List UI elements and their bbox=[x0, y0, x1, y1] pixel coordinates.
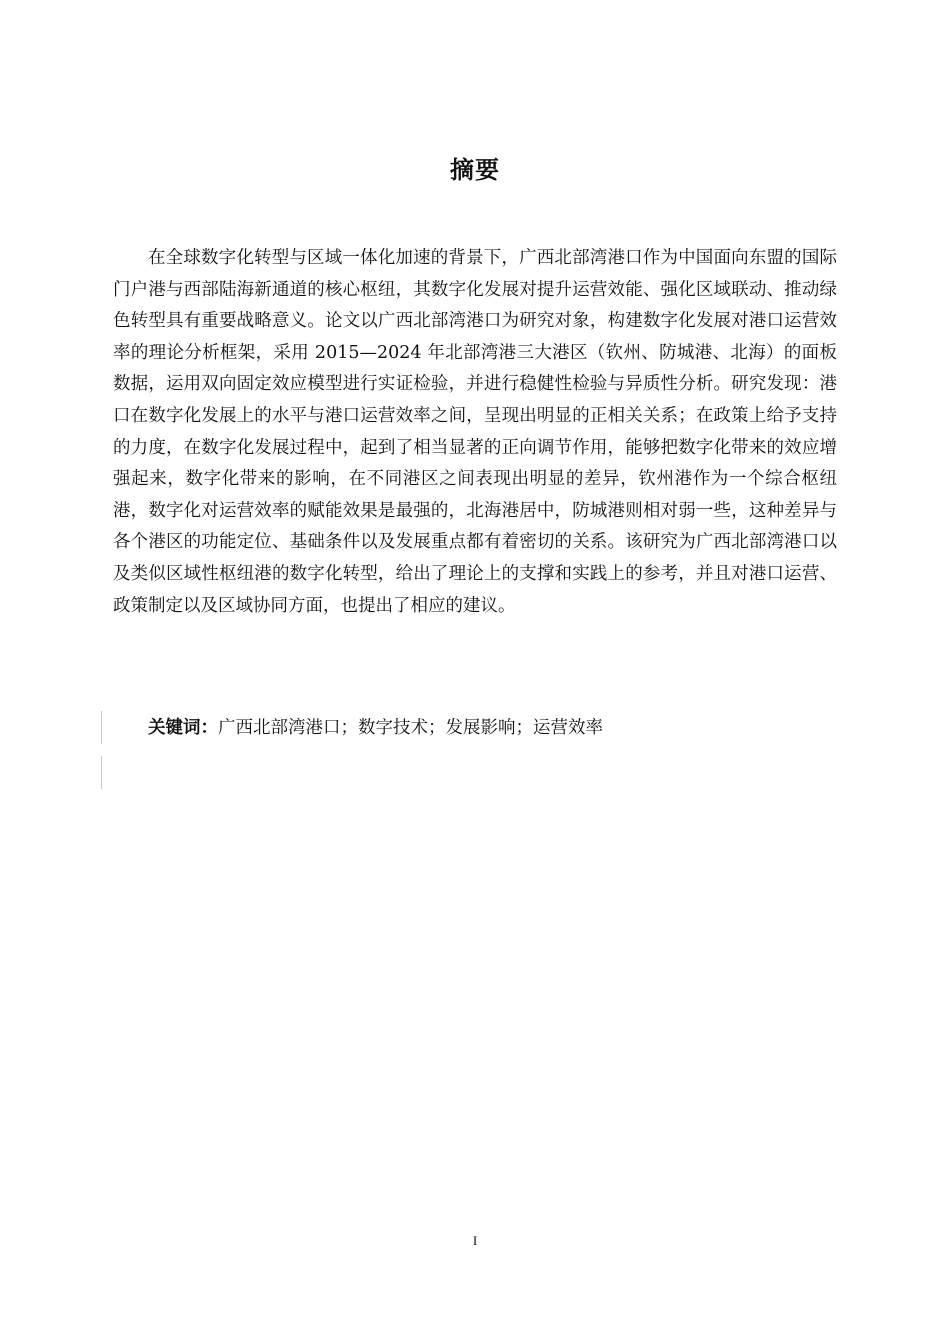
abstract-paragraph: 在全球数字化转型与区域一体化加速的背景下，广西北部湾港口作为中国面向东盟的国际门户港与西部陆海新通道的核心枢纽，其数字化发展对提升运营效能、强化区域联动、推动绿色转型具有重要战略意义。论文以广西北部湾港口为研究对象，构建数字化发展对港口运营效率的理论分析框架，采用 2015—2024 年北部湾港三大港区（钦州、防城港、北海）的面板数据，运用双向固定效应模型进行实证检验，并进行稳健性检验与异质性分析。研究发现：港口在数字化发展上的水平与港口运营效率之间，呈现出明显的正相关关系；在政策上给予支持的力度，在数字化发展过程中，起到了相当显著的正向调节作用，能够把数字化带来的效应增强起来，数字化带来的影响，在不同港区之间表现出明显的差异，钦州港作为一个综合枢纽港，数字化对运营效率的赋能效果是最强的，北海港居中，防城港则相对弱一些，这种差异与各个港区的功能定位、基础条件以及发展重点都有着密切的关系。该研究为广西北部湾港口以及类似区域性枢纽港的数字化转型，给出了理论上的支撑和实践上的参考，并且对港口运营、政策制定以及区域协同方面，也提出了相应的建议。 bbox=[113, 248, 837, 616]
keywords-line bbox=[148, 715, 603, 741]
margin-marker-line bbox=[101, 756, 102, 789]
page-number: I bbox=[472, 1233, 478, 1248]
keywords-value: 广西北部湾港口；数字技术；发展影响；运营效率 bbox=[218, 718, 603, 738]
keywords-label: 关键词： bbox=[148, 718, 218, 738]
margin-marker-line bbox=[101, 711, 102, 744]
page-title: 摘要 bbox=[450, 156, 500, 184]
